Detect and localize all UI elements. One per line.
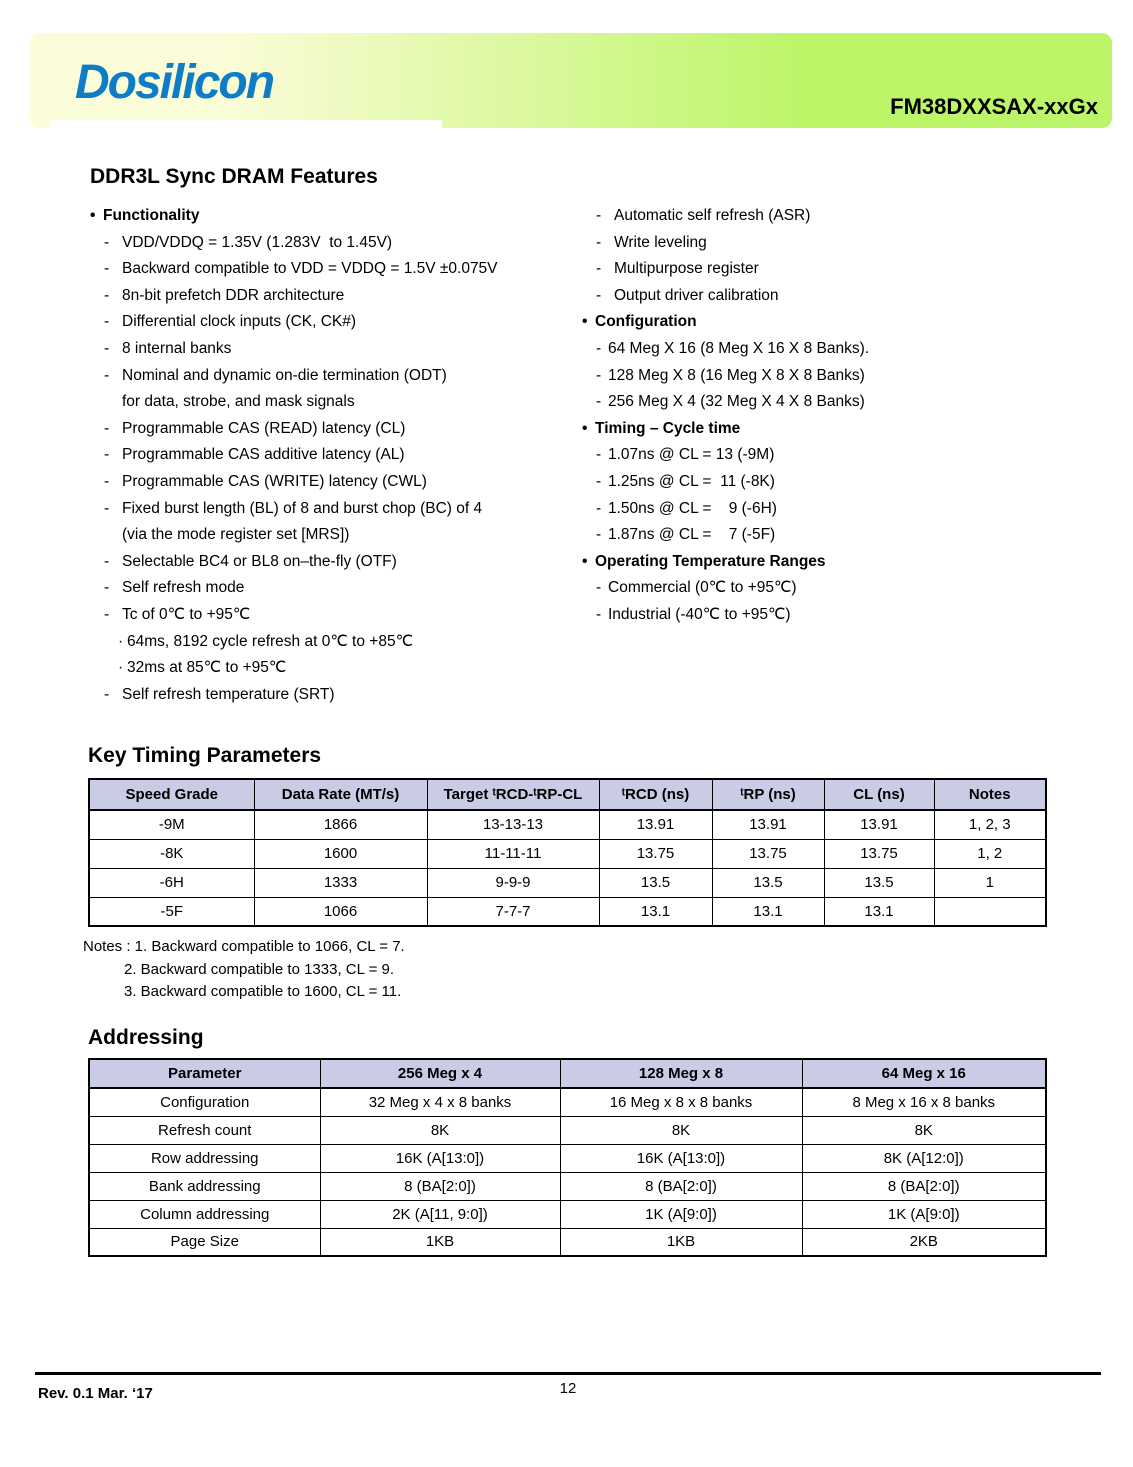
feature-item — [90, 309, 582, 336]
feature-text: 256 Meg X 4 (32 Meg X 4 X 8 Banks) — [608, 393, 865, 411]
table-row — [89, 1172, 1046, 1200]
table-row — [89, 1144, 1046, 1172]
feature-text: Fixed burst length (BL) of 8 and burst chop (BC) of 4 — [122, 499, 483, 517]
logo-underline — [50, 120, 442, 128]
table-cell: 11-11-11 — [427, 839, 599, 868]
table-row — [89, 1228, 1046, 1256]
list-marker: - — [104, 233, 110, 251]
feature-item — [582, 469, 1102, 496]
list-marker: - — [596, 446, 602, 464]
table-cell: 32 Meg x 4 x 8 banks — [320, 1088, 560, 1116]
key-timing-notes — [83, 936, 1045, 1004]
table-cell: 1866 — [254, 810, 427, 839]
key-timing-section — [83, 744, 1045, 1004]
table-cell: 13.75 — [824, 839, 934, 868]
table-cell: 8 Meg x 16 x 8 banks — [802, 1088, 1046, 1116]
features-title: DDR3L Sync DRAM Features — [90, 165, 378, 188]
table-cell: 1600 — [254, 839, 427, 868]
feature-text: Nominal and dynamic on-die termination (ODT) — [122, 366, 447, 384]
table-header-row — [89, 779, 1046, 810]
table-cell: 13.5 — [599, 868, 712, 897]
column-header: ᵗRP (ns) — [712, 779, 824, 810]
table-cell: 8K — [802, 1116, 1046, 1144]
column-header: 128 Meg x 8 — [560, 1059, 802, 1088]
column-header: Notes — [934, 779, 1046, 810]
feature-text: Output driver calibration — [614, 286, 779, 304]
feature-text: 1.25ns @ CL = 11 (-8K) — [608, 472, 775, 490]
feature-group-header — [582, 549, 1102, 576]
feature-item — [90, 575, 582, 602]
list-marker: - — [596, 286, 602, 304]
list-marker: - — [596, 526, 602, 544]
table-cell: 8 (BA[2:0]) — [320, 1172, 560, 1200]
feature-item — [90, 655, 582, 682]
feature-item — [90, 416, 582, 443]
list-marker: - — [104, 499, 110, 517]
feature-text: Self refresh mode — [122, 579, 245, 597]
feature-text: (via the mode register set [MRS]) — [122, 526, 350, 544]
feature-group-header — [90, 203, 582, 230]
feature-item — [90, 496, 582, 523]
table-cell: 1066 — [254, 897, 427, 926]
list-marker: • — [582, 419, 588, 437]
page-footer — [35, 1372, 1101, 1402]
feature-item — [582, 389, 1102, 416]
table-cell: 13.91 — [824, 810, 934, 839]
table-cell: 13.75 — [712, 839, 824, 868]
feature-text: Industrial (-40℃ to +95℃) — [608, 605, 791, 623]
feature-item — [90, 283, 582, 310]
table-cell: Row addressing — [89, 1144, 320, 1172]
feature-text: Automatic self refresh (ASR) — [614, 207, 811, 224]
feature-text: Self refresh temperature (SRT) — [122, 685, 335, 703]
table-cell: -6H — [89, 868, 254, 897]
list-marker: • — [582, 313, 588, 331]
list-marker: · — [118, 632, 124, 650]
table-cell: -5F — [89, 897, 254, 926]
feature-text: 32ms at 85℃ to +95℃ — [127, 659, 287, 677]
table-header-row — [89, 1059, 1046, 1088]
table-cell — [934, 897, 1046, 926]
column-header: Data Rate (MT/s) — [254, 779, 427, 810]
feature-text: Configuration — [595, 313, 697, 331]
column-header: 256 Meg x 4 — [320, 1059, 560, 1088]
list-marker: - — [596, 605, 602, 623]
table-row — [89, 1200, 1046, 1228]
feature-item — [582, 496, 1102, 523]
page-number: 12 — [559, 1380, 577, 1397]
table-cell: Bank addressing — [89, 1172, 320, 1200]
table-row — [89, 1116, 1046, 1144]
note-line: Notes : 1. Backward compatible to 1066, CL = 7. — [83, 938, 405, 955]
list-marker: - — [596, 579, 602, 597]
feature-item — [90, 230, 582, 257]
list-marker: - — [104, 286, 110, 304]
feature-text: Backward compatible to VDD = VDDQ = 1.5V ±0.075V — [122, 260, 498, 278]
table-cell: 2K (A[11, 9:0]) — [320, 1200, 560, 1228]
table-cell: 8K (A[12:0]) — [802, 1144, 1046, 1172]
table-cell: 13.1 — [599, 897, 712, 926]
feature-text: Timing – Cycle time — [595, 419, 741, 437]
list-marker: · — [118, 659, 124, 677]
table-cell: Column addressing — [89, 1200, 320, 1228]
feature-text: 64 Meg X 16 (8 Meg X 16 X 8 Banks). — [608, 339, 870, 357]
feature-text: Write leveling — [614, 233, 707, 251]
feature-text: Programmable CAS (WRITE) latency (CWL) — [122, 472, 427, 490]
table-cell: 1 — [934, 868, 1046, 897]
note-line: 3. Backward compatible to 1600, CL = 11. — [124, 983, 402, 1001]
table-cell: 13.75 — [599, 839, 712, 868]
feature-text: for data, strobe, and mask signals — [122, 393, 355, 411]
table-cell: 8K — [560, 1116, 802, 1144]
feature-group-header — [582, 309, 1102, 336]
feature-item — [90, 442, 582, 469]
column-header: ᵗRCD (ns) — [599, 779, 712, 810]
feature-text: 8 internal banks — [122, 339, 232, 357]
table-cell: -9M — [89, 810, 254, 839]
feature-item — [582, 256, 1102, 283]
list-marker: - — [596, 499, 602, 517]
feature-text: Programmable CAS (READ) latency (CL) — [122, 419, 406, 437]
table-cell: 8K — [320, 1116, 560, 1144]
header-band — [30, 33, 1112, 128]
feature-item — [90, 549, 582, 576]
features-right-column — [582, 203, 1102, 708]
table-row — [89, 897, 1046, 926]
feature-item — [90, 389, 582, 416]
table-cell: 2KB — [802, 1228, 1046, 1256]
addressing-section — [88, 1026, 1045, 1257]
table-cell: -8K — [89, 839, 254, 868]
feature-group-header — [582, 416, 1102, 443]
note-line: 2. Backward compatible to 1333, CL = 9. — [124, 960, 395, 978]
list-marker: - — [596, 393, 602, 411]
table-row — [89, 810, 1046, 839]
table-cell: Page Size — [89, 1228, 320, 1256]
company-logo: Dosilicon — [75, 56, 274, 109]
table-cell: 16K (A[13:0]) — [320, 1144, 560, 1172]
feature-text: Functionality — [103, 207, 200, 224]
feature-text: Programmable CAS additive latency (AL) — [122, 446, 405, 464]
feature-item — [582, 602, 1102, 629]
footer-divider — [35, 1372, 1101, 1375]
table-cell: 13-13-13 — [427, 810, 599, 839]
feature-text: Multipurpose register — [614, 260, 759, 278]
feature-text: 8n-bit prefetch DDR architecture — [122, 286, 345, 304]
table-cell: 13.91 — [599, 810, 712, 839]
feature-text: 1.87ns @ CL = 7 (-5F) — [608, 526, 776, 544]
table-cell: 13.5 — [824, 868, 934, 897]
feature-text: Tc of 0℃ to +95℃ — [122, 605, 251, 623]
list-marker: - — [104, 366, 110, 384]
list-marker: - — [104, 313, 110, 331]
list-marker: - — [596, 207, 602, 224]
table-cell: 13.1 — [712, 897, 824, 926]
features-columns — [90, 203, 1102, 708]
list-marker: - — [596, 233, 602, 251]
feature-item — [90, 336, 582, 363]
feature-item — [90, 682, 582, 709]
table-row — [89, 1088, 1046, 1116]
feature-item — [582, 230, 1102, 257]
table-cell: 1333 — [254, 868, 427, 897]
addressing-table — [88, 1058, 1047, 1257]
list-marker: - — [104, 260, 110, 278]
table-cell: 8 (BA[2:0]) — [802, 1172, 1046, 1200]
addressing-title: Addressing — [88, 1026, 204, 1049]
feature-item — [582, 442, 1102, 469]
key-timing-table — [88, 778, 1047, 927]
table-cell: 13.91 — [712, 810, 824, 839]
table-row — [89, 839, 1046, 868]
feature-text: Operating Temperature Ranges — [595, 552, 826, 570]
feature-item — [582, 336, 1102, 363]
feature-item — [582, 203, 1102, 230]
table-cell: 1K (A[9:0]) — [560, 1200, 802, 1228]
features-left-column — [90, 203, 582, 708]
list-marker: • — [582, 552, 588, 570]
column-header: CL (ns) — [824, 779, 934, 810]
key-timing-title: Key Timing Parameters — [88, 744, 322, 767]
list-marker: - — [104, 472, 110, 490]
feature-item — [90, 629, 582, 656]
list-marker: - — [596, 366, 602, 384]
table-cell: 1K (A[9:0]) — [802, 1200, 1046, 1228]
feature-text: 64ms, 8192 cycle refresh at 0℃ to +85℃ — [127, 632, 413, 650]
feature-text: Commercial (0℃ to +95℃) — [608, 579, 797, 597]
feature-item — [90, 469, 582, 496]
list-marker: - — [104, 419, 110, 437]
list-marker: - — [104, 605, 110, 623]
list-marker: - — [104, 685, 110, 703]
feature-text: Differential clock inputs (CK, CK#) — [122, 313, 357, 331]
feature-item — [90, 256, 582, 283]
list-marker: - — [596, 260, 602, 278]
part-number: FM38DXXSAX-xxGx — [890, 94, 1098, 119]
column-header: 64 Meg x 16 — [802, 1059, 1046, 1088]
table-cell: Refresh count — [89, 1116, 320, 1144]
feature-text: 128 Meg X 8 (16 Meg X 8 X 8 Banks) — [608, 366, 865, 384]
column-header: Target ᵗRCD-ᵗRP-CL — [427, 779, 599, 810]
feature-item — [582, 363, 1102, 390]
column-header: Speed Grade — [89, 779, 254, 810]
features-section — [90, 165, 1102, 708]
table-cell: 9-9-9 — [427, 868, 599, 897]
feature-text: Selectable BC4 or BL8 on–the-fly (OTF) — [122, 552, 397, 570]
table-cell: 13.1 — [824, 897, 934, 926]
feature-text: VDD/VDDQ = 1.35V (1.283V to 1.45V) — [122, 233, 393, 251]
feature-item — [90, 363, 582, 390]
table-cell: 8 (BA[2:0]) — [560, 1172, 802, 1200]
list-marker: - — [596, 339, 602, 357]
list-marker: • — [90, 207, 96, 224]
revision-label: Rev. 0.1 Mar. ‘17 — [38, 1385, 153, 1402]
list-marker: - — [104, 339, 110, 357]
feature-item — [90, 522, 582, 549]
table-cell: 1KB — [320, 1228, 560, 1256]
table-cell: Configuration — [89, 1088, 320, 1116]
feature-item — [582, 522, 1102, 549]
table-cell: 1, 2, 3 — [934, 810, 1046, 839]
list-marker: - — [104, 579, 110, 597]
feature-item — [90, 602, 582, 629]
column-header: Parameter — [89, 1059, 320, 1088]
table-cell: 16 Meg x 8 x 8 banks — [560, 1088, 802, 1116]
table-cell: 1KB — [560, 1228, 802, 1256]
table-cell: 1, 2 — [934, 839, 1046, 868]
table-cell: 16K (A[13:0]) — [560, 1144, 802, 1172]
feature-text: 1.07ns @ CL = 13 (-9M) — [608, 446, 775, 464]
table-cell: 13.5 — [712, 868, 824, 897]
list-marker: - — [104, 552, 110, 570]
list-marker: - — [596, 472, 602, 490]
table-row — [89, 868, 1046, 897]
feature-item — [582, 283, 1102, 310]
feature-item — [582, 575, 1102, 602]
feature-text: 1.50ns @ CL = 9 (-6H) — [608, 499, 777, 517]
list-marker: - — [104, 446, 110, 464]
table-cell: 7-7-7 — [427, 897, 599, 926]
